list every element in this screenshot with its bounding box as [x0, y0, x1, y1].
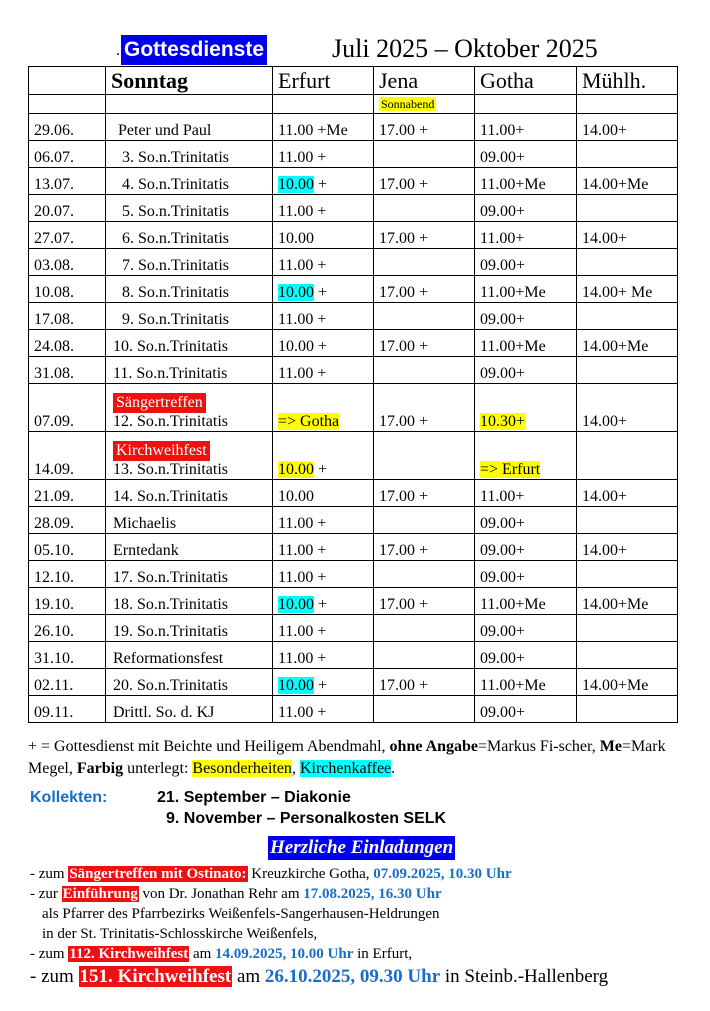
- gotha-cell: 09.00+: [475, 696, 577, 723]
- gotha-cell: 11.00+Me: [475, 276, 577, 303]
- date-cell: 02.11.: [29, 669, 106, 696]
- date-cell: 14.09.: [29, 432, 106, 480]
- jena-cell: 17.00 +: [374, 588, 475, 615]
- date-cell: 19.10.: [29, 588, 106, 615]
- event-tag: Sängertreffen: [113, 393, 206, 413]
- gotha-cell: 11.00+Me: [475, 588, 577, 615]
- muehlh-cell: 14.00+Me: [577, 330, 678, 357]
- erfurt-cell: 11.00 +: [273, 615, 374, 642]
- gotha-cell: 09.00+: [475, 534, 577, 561]
- table-row: [29, 615, 678, 642]
- erfurt-cell: 11.00 +: [273, 195, 374, 222]
- table-row: [29, 507, 678, 534]
- date-cell: 09.11.: [29, 696, 106, 723]
- gotha-cell: 09.00+: [475, 141, 577, 168]
- sunday-name-cell: 6. So.n.Trinitatis: [106, 222, 273, 249]
- muehlh-cell: [577, 141, 678, 168]
- table-row: [29, 561, 678, 588]
- sunday-name-cell: 17. So.n.Trinitatis: [106, 561, 273, 588]
- table-row: [29, 480, 678, 507]
- service-schedule-table: [28, 66, 678, 723]
- date-cell: 17.08.: [29, 303, 106, 330]
- gotha-cell: 09.00+: [475, 357, 577, 384]
- muehlh-cell: 14.00+Me: [577, 588, 678, 615]
- date-cell: 07.09.: [29, 384, 106, 432]
- header-jena: Jena: [374, 67, 475, 95]
- sunday-name-cell: 10. So.n.Trinitatis: [106, 330, 273, 357]
- jena-cell: [374, 696, 475, 723]
- gotha-cell: 11.00+Me: [475, 669, 577, 696]
- erfurt-cell: 10.00 +: [273, 276, 374, 303]
- erfurt-cell: 10.00 +: [273, 432, 374, 480]
- jena-cell: 17.00 +: [374, 384, 475, 432]
- table-row: [29, 276, 678, 303]
- gotha-cell: 09.00+: [475, 561, 577, 588]
- sunday-name-cell: 8. So.n.Trinitatis: [106, 276, 273, 303]
- date-cell: 31.10.: [29, 642, 106, 669]
- table-row: [29, 642, 678, 669]
- sunday-name-cell: Peter und Paul: [106, 114, 273, 141]
- date-cell: 24.08.: [29, 330, 106, 357]
- jena-cell: [374, 561, 475, 588]
- gotha-cell: 11.00+Me: [475, 330, 577, 357]
- erfurt-cell: 11.00 +: [273, 303, 374, 330]
- sunday-name-cell: 3. So.n.Trinitatis: [106, 141, 273, 168]
- period-label: Juli 2025 – Oktober 2025: [332, 34, 598, 63]
- erfurt-cell: 11.00 +Me: [273, 114, 374, 141]
- jena-cell: 17.00 +: [374, 276, 475, 303]
- muehlh-cell: [577, 357, 678, 384]
- jena-cell: 17.00 +: [374, 222, 475, 249]
- page-title: Gottesdienste: [121, 35, 267, 65]
- event-list: [30, 864, 700, 990]
- date-cell: 31.08.: [29, 357, 106, 384]
- jena-sonnabend-note: Sonnabend: [381, 97, 435, 111]
- jena-cell: [374, 141, 475, 168]
- sunday-name-cell: 14. So.n.Trinitatis: [106, 480, 273, 507]
- erfurt-cell: 11.00 +: [273, 249, 374, 276]
- table-row: [29, 384, 678, 432]
- gotha-cell: 11.00+: [475, 480, 577, 507]
- jena-cell: [374, 195, 475, 222]
- table-row: [29, 588, 678, 615]
- erfurt-cell: 11.00 +: [273, 642, 374, 669]
- table-row: [29, 114, 678, 141]
- muehlh-cell: [577, 432, 678, 480]
- erfurt-cell: 10.00: [273, 222, 374, 249]
- erfurt-cell: 10.00 +: [273, 168, 374, 195]
- jena-cell: 17.00 +: [374, 168, 475, 195]
- sunday-name-cell: 19. So.n.Trinitatis: [106, 615, 273, 642]
- jena-cell: 17.00 +: [374, 534, 475, 561]
- jena-cell: [374, 249, 475, 276]
- date-cell: 20.07.: [29, 195, 106, 222]
- legend-me: Me: [599, 738, 622, 755]
- date-cell: 28.09.: [29, 507, 106, 534]
- date-cell: 03.08.: [29, 249, 106, 276]
- sunday-name-cell: Reformationsfest: [106, 642, 273, 669]
- header-sonntag: Sonntag: [106, 67, 273, 95]
- table-row: [29, 195, 678, 222]
- gotha-cell: 09.00+: [475, 303, 577, 330]
- erfurt-cell: 11.00 +: [273, 561, 374, 588]
- muehlh-cell: 14.00+: [577, 114, 678, 141]
- table-subheader-row: [29, 95, 678, 114]
- date-cell: 29.06.: [29, 114, 106, 141]
- sunday-name-cell: 7. So.n.Trinitatis: [106, 249, 273, 276]
- erfurt-cell: => Gotha: [273, 384, 374, 432]
- legend-ohne-angabe: ohne Angabe: [389, 738, 479, 755]
- jena-cell: [374, 507, 475, 534]
- event-einfuehrung-line2: als Pfarrer des Pfarrbezirks Weißenfels-Sangerhausen-Heldrungen: [42, 906, 440, 922]
- kollekte-1: 21. September – Diakonie: [157, 789, 351, 806]
- table-row: [29, 432, 678, 480]
- sunday-name-cell: Erntedank: [106, 534, 273, 561]
- table-row: [29, 168, 678, 195]
- muehlh-cell: [577, 507, 678, 534]
- table-header-row: [29, 67, 678, 95]
- gotha-cell: 11.00+: [475, 222, 577, 249]
- muehlh-cell: [577, 303, 678, 330]
- muehlh-cell: 14.00+Me: [577, 669, 678, 696]
- date-cell: 21.09.: [29, 480, 106, 507]
- muehlh-cell: [577, 249, 678, 276]
- table-row: [29, 141, 678, 168]
- table-row: [29, 249, 678, 276]
- event-saengertreffen: - zum Sängertreffen mit Ostinato: Kreuzkirche Gotha, 07.09.2025, 10.30 Uhr: [30, 866, 512, 882]
- sunday-name-cell: 20. So.n.Trinitatis: [106, 669, 273, 696]
- jena-cell: [374, 303, 475, 330]
- date-cell: 06.07.: [29, 141, 106, 168]
- jena-cell: [374, 357, 475, 384]
- erfurt-cell: 10.00: [273, 480, 374, 507]
- gotha-cell: 09.00+: [475, 642, 577, 669]
- jena-cell: 17.00 +: [374, 669, 475, 696]
- date-cell: 05.10.: [29, 534, 106, 561]
- gotha-cell: 10.30+: [475, 384, 577, 432]
- muehlh-cell: [577, 561, 678, 588]
- sunday-name-cell: Sängertreffen 12. So.n.Trinitatis: [106, 384, 273, 432]
- erfurt-cell: 11.00 +: [273, 357, 374, 384]
- jena-cell: 17.00 +: [374, 330, 475, 357]
- header-gotha: Gotha: [475, 67, 577, 95]
- jena-cell: [374, 615, 475, 642]
- jena-cell: [374, 432, 475, 480]
- sunday-name-cell: 4. So.n.Trinitatis: [106, 168, 273, 195]
- gotha-cell: 11.00+Me: [475, 168, 577, 195]
- legend: + = Gottesdienst mit Beichte und Heiligem Abendmahl, ohne Angabe=Markus Fi-scher, Me=Mark Megel, Farbig unterlegt: Besonderheiten, Kirchenkaffee.: [28, 738, 666, 777]
- muehlh-cell: [577, 195, 678, 222]
- header-dot: .: [116, 42, 120, 59]
- muehlh-cell: 14.00+: [577, 480, 678, 507]
- event-kirchweihfest-151: - zum 151. Kirchweihfest am 26.10.2025, 09.30 Uhr in Steinb.-Hallenberg: [30, 966, 609, 987]
- erfurt-cell: 10.00 +: [273, 669, 374, 696]
- muehlh-cell: 14.00+: [577, 384, 678, 432]
- gotha-cell: 09.00+: [475, 507, 577, 534]
- legend-farbig: Farbig: [76, 760, 124, 777]
- muehlh-cell: 14.00+ Me: [577, 276, 678, 303]
- date-cell: 26.10.: [29, 615, 106, 642]
- jena-cell: [374, 642, 475, 669]
- muehlh-cell: [577, 642, 678, 669]
- table-row: [29, 696, 678, 723]
- gotha-cell: 11.00+: [475, 114, 577, 141]
- invitation-title: Herzliche Einladungen: [270, 837, 454, 858]
- table-row: [29, 357, 678, 384]
- legend-besonderheiten: Besonderheiten: [192, 760, 292, 777]
- table-row: [29, 222, 678, 249]
- sunday-name-cell: 18. So.n.Trinitatis: [106, 588, 273, 615]
- header-date: [29, 67, 106, 95]
- sunday-name-cell: 9. So.n.Trinitatis: [106, 303, 273, 330]
- header-muehlh: Mühlh.: [577, 67, 678, 95]
- gotha-cell: => Erfurt: [475, 432, 577, 480]
- event-tag: Kirchweihfest: [113, 441, 210, 461]
- page-header: [0, 34, 710, 66]
- sunday-name-cell: Kirchweihfest 13. So.n.Trinitatis: [106, 432, 273, 480]
- erfurt-cell: 11.00 +: [273, 534, 374, 561]
- header-erfurt: Erfurt: [273, 67, 374, 95]
- muehlh-cell: [577, 615, 678, 642]
- table-row: [29, 303, 678, 330]
- sunday-name-cell: Drittl. So. d. KJ: [106, 696, 273, 723]
- event-einfuehrung-line3: in der St. Trinitatis-Schlosskirche Weißenfels,: [42, 926, 318, 942]
- gotha-cell: 09.00+: [475, 249, 577, 276]
- jena-cell: 17.00 +: [374, 114, 475, 141]
- kollekte-2: 9. November – Personalkosten SELK: [166, 810, 447, 827]
- jena-cell: 17.00 +: [374, 480, 475, 507]
- date-cell: 27.07.: [29, 222, 106, 249]
- event-einfuehrung: - zur Einführung von Dr. Jonathan Rehr am 17.08.2025, 16.30 Uhr: [30, 886, 442, 902]
- event-kirchweihfest-112: - zum 112. Kirchweihfest am 14.09.2025, 10.00 Uhr in Erfurt,: [30, 946, 413, 962]
- erfurt-cell: 11.00 +: [273, 141, 374, 168]
- sunday-name-cell: 11. So.n.Trinitatis: [106, 357, 273, 384]
- sunday-name-cell: Michaelis: [106, 507, 273, 534]
- date-cell: 13.07.: [29, 168, 106, 195]
- legend-kirchenkaffee: Kirchenkaffee: [299, 760, 392, 777]
- kollekten-label: Kollekten:: [30, 789, 108, 806]
- muehlh-cell: [577, 696, 678, 723]
- erfurt-cell: 10.00 +: [273, 330, 374, 357]
- date-cell: 10.08.: [29, 276, 106, 303]
- table-row: [29, 669, 678, 696]
- muehlh-cell: 14.00+: [577, 222, 678, 249]
- date-cell: 12.10.: [29, 561, 106, 588]
- table-row: [29, 534, 678, 561]
- erfurt-cell: 10.00 +: [273, 588, 374, 615]
- muehlh-cell: 14.00+Me: [577, 168, 678, 195]
- erfurt-cell: 11.00 +: [273, 696, 374, 723]
- muehlh-cell: 14.00+: [577, 534, 678, 561]
- gotha-cell: 09.00+: [475, 615, 577, 642]
- table-row: [29, 330, 678, 357]
- erfurt-cell: 11.00 +: [273, 507, 374, 534]
- gotha-cell: 09.00+: [475, 195, 577, 222]
- sunday-name-cell: 5. So.n.Trinitatis: [106, 195, 273, 222]
- kollekten-section: [30, 787, 446, 829]
